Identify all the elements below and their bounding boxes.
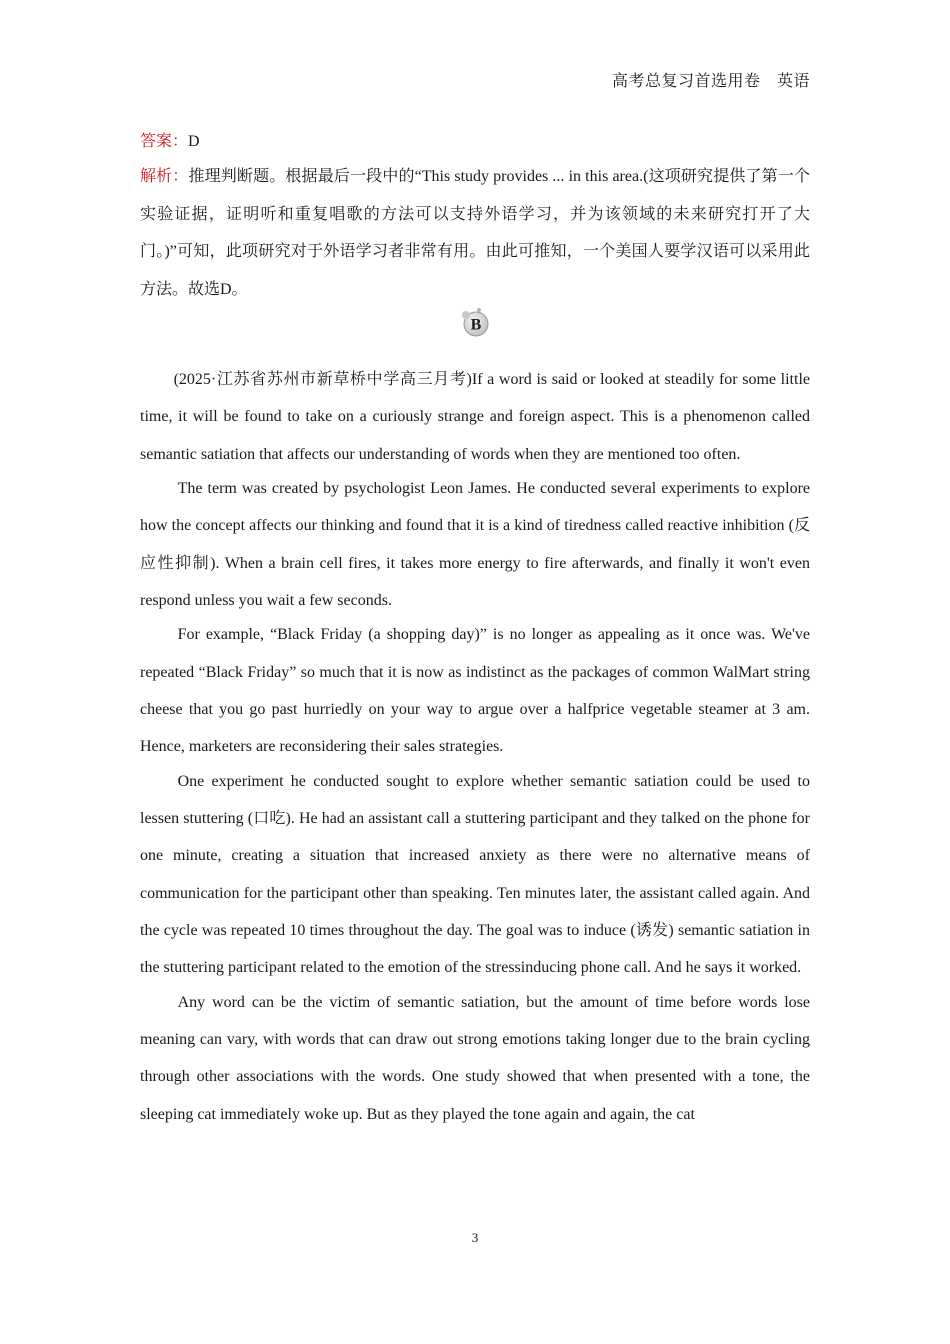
analysis-block xyxy=(140,158,810,308)
article-body xyxy=(140,361,810,1130)
article-paragraph-3: For example, “Black Friday (a shopping day)” is no longer as appealing as it once was. We've repeated “Black Friday” so much that it is now as indistinct as the packages of common WalMart string cheese that you go past hurriedly on your way to argue over a halfprice vegetable steamer at 3 am. Hence, marketers are reconsidering their sales strategies. xyxy=(140,626,810,756)
answer-value: D xyxy=(188,133,200,150)
section-badge-letter: B xyxy=(470,316,482,334)
article-paragraph-4: One experiment he conducted sought to explore whether semantic satiation could be used to lessen stuttering (口吃). He had an assistant call a stuttering participant and they talked on the phone for one minute, creating a situation that increased anxiety as there were no alternative means of communication for the participant other than speaking. Ten minutes later, the assistant called again. And the cycle was repeated 10 times throughout the day. The goal was to induce (诱发) semantic satiation in the stuttering participant related to the emotion of the stressinducing phone call. And he says it worked. xyxy=(140,772,810,977)
answer-line xyxy=(140,128,200,151)
section-badge xyxy=(459,306,491,338)
analysis-label: 解析： xyxy=(140,168,189,185)
article-paragraph-2: The term was created by psychologist Leon James. He conducted several experiments to explore how the concept affects our thinking and found that it is a kind of tiredness called reactive inhibition (反应性抑制). When a brain cell fires, it takes more energy to fire afterwards, and finally it won't even respond unless you wait a few seconds. xyxy=(140,480,810,609)
article-paragraph-5: Any word can be the victim of semantic satiation, but the amount of time before words lose meaning can vary, with words that can draw out strong emotions taking longer due to the brain cycling through other associations with the words. One study showed that when presented with a tone, the sleeping cat immediately woke up. But as they played the tone again and again, the cat xyxy=(140,993,810,1123)
header-title: 高考总复习首选用卷 英语 xyxy=(611,73,810,90)
analysis-text: 推理判断题。根据最后一段中的“This study provides ... in this area.(这项研究提供了第一个实验证据，证明听和重复唱歌的方法可以支持外语学习，并为该领域的未来研究打开了大门。)”可知，此项研究对于外语学习者非常有用。由此可推知，一个美国人要学汉语可以采用此方法。故选D。 xyxy=(140,168,810,298)
section-badge-icon xyxy=(459,306,491,338)
answer-label: 答案： xyxy=(140,133,189,150)
article-paragraph-1: (2025·江苏省苏州市新草桥中学高三月考)If a word is said or looked at steadily for some little time, it will be found to take on a curiously strange and foreign aspect. This is a phenomenon called semantic satiation that affects our understanding of words when they are mentioned too often. xyxy=(140,371,810,463)
page-number: 3 xyxy=(471,1230,479,1245)
